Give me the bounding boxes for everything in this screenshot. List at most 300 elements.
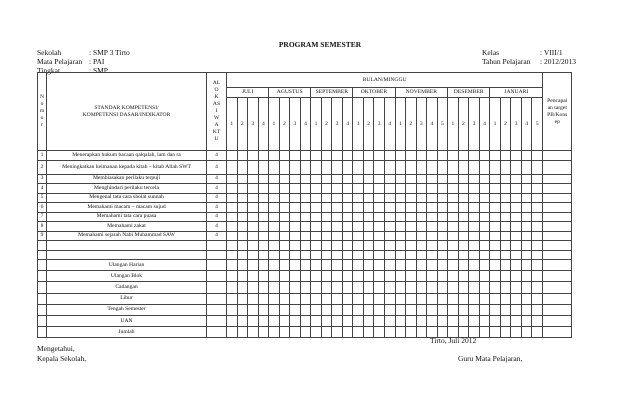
week-cell	[448, 293, 459, 304]
week-cell	[237, 184, 248, 194]
week-cell	[353, 327, 364, 338]
week-cell	[490, 160, 501, 174]
week-cell	[469, 260, 480, 271]
week-cell	[448, 231, 459, 241]
week-cell	[248, 241, 259, 251]
week-cell	[342, 250, 353, 260]
week-cell	[395, 184, 406, 194]
week-cell	[406, 151, 417, 161]
class-info	[482, 48, 576, 66]
week-cell	[448, 174, 459, 184]
week-cell	[427, 231, 438, 241]
week-cell	[458, 315, 469, 326]
row-hours	[207, 241, 227, 251]
week-cell	[300, 250, 311, 260]
week-cell	[248, 231, 259, 241]
week-cell	[406, 193, 417, 203]
week-cell	[406, 222, 417, 232]
week-cell	[258, 260, 269, 271]
week-cell	[300, 304, 311, 315]
week-cell	[416, 151, 427, 161]
extra-row-label: Ulangan Blok	[47, 271, 207, 282]
week-cell	[384, 315, 395, 326]
week-cell	[469, 241, 480, 251]
week-cell	[332, 222, 343, 232]
competency-header-line: STANDAR KOMPETENSI/	[94, 104, 159, 111]
achievement-cell	[543, 315, 572, 326]
achievement-cell	[543, 212, 572, 222]
week-cell	[300, 293, 311, 304]
achievement-cell	[543, 250, 572, 260]
week-cell	[521, 212, 532, 222]
week-cell	[321, 304, 332, 315]
info-label: Mata Pelajaran	[37, 57, 83, 66]
info-label: Tingkat	[37, 66, 61, 75]
week-cell	[406, 203, 417, 213]
week-cell	[290, 160, 301, 174]
week-cell	[342, 241, 353, 251]
week-cell	[500, 222, 511, 232]
week-cell	[448, 304, 459, 315]
week-cell	[521, 222, 532, 232]
week-cell	[311, 282, 322, 293]
week-cell	[258, 174, 269, 184]
week-cell	[469, 151, 480, 161]
week-number: 2	[237, 98, 248, 151]
week-cell	[363, 250, 374, 260]
week-cell	[521, 203, 532, 213]
week-cell	[384, 184, 395, 194]
row-hours: 4	[207, 212, 227, 222]
week-cell	[311, 293, 322, 304]
week-cell	[342, 174, 353, 184]
info-label: Sekolah	[37, 48, 62, 57]
allocation-header-line: AS	[212, 101, 221, 107]
week-number: 1	[269, 98, 280, 151]
week-cell	[458, 293, 469, 304]
row-number: 6	[38, 203, 47, 213]
week-cell	[521, 231, 532, 241]
week-cell	[521, 193, 532, 203]
row-hours	[207, 282, 227, 293]
week-cell	[490, 193, 501, 203]
week-cell	[427, 160, 438, 174]
week-cell	[248, 222, 259, 232]
achievement-cell	[543, 160, 572, 174]
week-cell	[427, 282, 438, 293]
week-cell	[342, 304, 353, 315]
week-cell	[469, 184, 480, 194]
week-cell	[427, 184, 438, 194]
row-hours	[207, 304, 227, 315]
week-cell	[479, 231, 490, 241]
allocation-header-line: AL	[212, 80, 221, 86]
week-cell	[311, 174, 322, 184]
week-cell	[248, 151, 259, 161]
week-cell	[511, 293, 522, 304]
week-cell	[521, 315, 532, 326]
week-cell	[258, 222, 269, 232]
week-cell	[332, 160, 343, 174]
week-cell	[458, 160, 469, 174]
week-cell	[406, 260, 417, 271]
week-cell	[437, 293, 448, 304]
week-cell	[311, 327, 322, 338]
achievement-cell	[543, 184, 572, 194]
week-cell	[363, 315, 374, 326]
week-cell	[521, 174, 532, 184]
week-cell	[469, 282, 480, 293]
week-cell	[332, 151, 343, 161]
week-cell	[427, 260, 438, 271]
week-cell	[332, 304, 343, 315]
week-cell	[342, 260, 353, 271]
week-cell	[363, 151, 374, 161]
week-cell	[479, 222, 490, 232]
week-cell	[458, 222, 469, 232]
week-cell	[469, 293, 480, 304]
week-cell	[458, 151, 469, 161]
achievement-cell	[543, 193, 572, 203]
week-cell	[374, 327, 385, 338]
week-cell	[269, 271, 280, 282]
week-cell	[437, 203, 448, 213]
week-cell	[521, 327, 532, 338]
week-cell	[300, 222, 311, 232]
week-cell	[395, 315, 406, 326]
week-cell	[321, 174, 332, 184]
week-cell	[290, 203, 301, 213]
no-header-line: o	[40, 101, 44, 107]
week-cell	[395, 293, 406, 304]
week-cell	[353, 293, 364, 304]
week-cell	[490, 282, 501, 293]
week-cell	[416, 271, 427, 282]
week-cell	[237, 241, 248, 251]
week-cell	[311, 160, 322, 174]
table-row	[38, 184, 572, 194]
week-cell	[321, 260, 332, 271]
week-cell	[437, 231, 448, 241]
week-cell	[406, 282, 417, 293]
week-cell	[363, 222, 374, 232]
week-cell	[300, 151, 311, 161]
blank-row	[38, 241, 572, 251]
week-cell	[342, 151, 353, 161]
week-cell	[311, 260, 322, 271]
week-cell	[269, 304, 280, 315]
week-cell	[258, 203, 269, 213]
achievement-header-line: an target	[547, 104, 567, 111]
week-cell	[374, 231, 385, 241]
week-cell	[511, 315, 522, 326]
competency-text: Memahami zakat	[47, 222, 207, 232]
week-cell	[458, 231, 469, 241]
week-cell	[416, 193, 427, 203]
week-number: 5	[532, 98, 543, 151]
week-cell	[258, 241, 269, 251]
week-cell	[227, 271, 238, 282]
week-cell	[332, 212, 343, 222]
week-cell	[290, 250, 301, 260]
week-cell	[237, 293, 248, 304]
week-cell	[500, 315, 511, 326]
week-cell	[384, 160, 395, 174]
week-cell	[427, 241, 438, 251]
week-cell	[279, 174, 290, 184]
week-cell	[248, 184, 259, 194]
row-hours: 4	[207, 174, 227, 184]
week-cell	[374, 203, 385, 213]
week-cell	[300, 203, 311, 213]
week-cell	[521, 184, 532, 194]
week-cell	[395, 327, 406, 338]
week-cell	[332, 327, 343, 338]
week-cell	[300, 260, 311, 271]
competency-text	[47, 241, 207, 251]
info-value: : SMP 3 Tirto	[89, 48, 130, 57]
week-cell	[248, 193, 259, 203]
row-number	[38, 282, 47, 293]
extra-row	[38, 282, 572, 293]
extra-row-label: Ulangan Harian	[47, 260, 207, 271]
week-cell	[353, 250, 364, 260]
week-cell	[521, 293, 532, 304]
week-cell	[427, 174, 438, 184]
week-cell	[511, 222, 522, 232]
week-cell	[227, 184, 238, 194]
week-cell	[521, 241, 532, 251]
week-cell	[384, 231, 395, 241]
week-cell	[290, 184, 301, 194]
week-cell	[363, 282, 374, 293]
header-row-top	[38, 73, 572, 88]
total-label: Jumlah	[47, 327, 207, 338]
week-cell	[332, 282, 343, 293]
week-cell	[290, 327, 301, 338]
week-cell	[248, 304, 259, 315]
week-number: 4	[427, 98, 438, 151]
week-number: 3	[374, 98, 385, 151]
week-cell	[311, 231, 322, 241]
week-number: 2	[458, 98, 469, 151]
week-cell	[395, 193, 406, 203]
week-cell	[406, 293, 417, 304]
week-cell	[311, 203, 322, 213]
week-cell	[448, 315, 459, 326]
week-cell	[279, 271, 290, 282]
table-row	[38, 193, 572, 203]
extra-row-label: Cadangan	[47, 282, 207, 293]
row-number: 4	[38, 184, 47, 194]
week-cell	[363, 293, 374, 304]
week-cell	[321, 193, 332, 203]
week-cell	[469, 222, 480, 232]
table-row	[38, 151, 572, 161]
blank-row	[38, 250, 572, 260]
week-cell	[374, 193, 385, 203]
week-cell	[353, 241, 364, 251]
week-cell	[258, 193, 269, 203]
extra-row	[38, 315, 572, 326]
week-cell	[416, 282, 427, 293]
week-cell	[437, 271, 448, 282]
week-number: 3	[248, 98, 259, 151]
week-cell	[511, 160, 522, 174]
week-cell	[521, 250, 532, 260]
week-cell	[321, 151, 332, 161]
week-cell	[437, 160, 448, 174]
week-cell	[279, 231, 290, 241]
week-cell	[490, 260, 501, 271]
week-cell	[406, 174, 417, 184]
achievement-cell	[543, 151, 572, 161]
week-number: 2	[279, 98, 290, 151]
week-cell	[311, 222, 322, 232]
week-cell	[532, 222, 543, 232]
week-cell	[448, 203, 459, 213]
week-cell	[269, 231, 280, 241]
allocation-header-line: O	[214, 87, 219, 93]
week-cell	[374, 304, 385, 315]
week-cell	[500, 184, 511, 194]
week-cell	[363, 241, 374, 251]
week-cell	[532, 271, 543, 282]
week-cell	[406, 212, 417, 222]
week-number: 2	[363, 98, 374, 151]
week-cell	[248, 315, 259, 326]
week-cell	[448, 282, 459, 293]
week-cell	[384, 193, 395, 203]
week-cell	[300, 315, 311, 326]
week-cell	[500, 282, 511, 293]
info-label: Kelas	[482, 48, 500, 57]
week-cell	[479, 271, 490, 282]
week-cell	[363, 260, 374, 271]
week-cell	[279, 203, 290, 213]
week-cell	[511, 212, 522, 222]
week-cell	[500, 304, 511, 315]
week-cell	[311, 241, 322, 251]
week-cell	[416, 203, 427, 213]
week-cell	[227, 250, 238, 260]
week-cell	[427, 193, 438, 203]
week-cell	[469, 231, 480, 241]
week-cell	[311, 151, 322, 161]
week-cell	[332, 193, 343, 203]
achievement-cell	[543, 282, 572, 293]
week-number: 4	[521, 98, 532, 151]
page-title: PROGRAM SEMESTER	[278, 40, 362, 49]
row-hours	[207, 271, 227, 282]
week-cell	[395, 174, 406, 184]
week-cell	[227, 315, 238, 326]
week-cell	[384, 151, 395, 161]
week-cell	[321, 241, 332, 251]
extra-row	[38, 293, 572, 304]
row-number	[38, 260, 47, 271]
week-cell	[279, 327, 290, 338]
week-cell	[500, 260, 511, 271]
allocation-header	[207, 73, 227, 151]
week-cell	[374, 160, 385, 174]
week-number: 4	[258, 98, 269, 151]
week-cell	[416, 260, 427, 271]
week-cell	[490, 271, 501, 282]
week-cell	[511, 193, 522, 203]
week-cell	[395, 203, 406, 213]
week-cell	[490, 315, 501, 326]
row-number	[38, 271, 47, 282]
row-hours: 4	[207, 193, 227, 203]
week-cell	[416, 304, 427, 315]
week-cell	[395, 151, 406, 161]
week-cell	[300, 327, 311, 338]
week-cell	[332, 260, 343, 271]
week-cell	[290, 212, 301, 222]
week-cell	[416, 212, 427, 222]
week-cell	[395, 222, 406, 232]
no-header-line: m	[39, 108, 45, 114]
week-cell	[479, 260, 490, 271]
week-number: 4	[300, 98, 311, 151]
week-cell	[353, 193, 364, 203]
week-cell	[279, 293, 290, 304]
month-header: OKTOBER	[353, 88, 395, 98]
week-cell	[269, 282, 280, 293]
week-number: 4	[479, 98, 490, 151]
week-cell	[237, 174, 248, 184]
week-cell	[511, 231, 522, 241]
week-cell	[258, 293, 269, 304]
week-cell	[279, 184, 290, 194]
week-cell	[416, 293, 427, 304]
week-cell	[521, 160, 532, 174]
week-cell	[374, 250, 385, 260]
achievement-cell	[543, 203, 572, 213]
week-cell	[532, 160, 543, 174]
week-cell	[458, 304, 469, 315]
week-cell	[258, 151, 269, 161]
week-cell	[363, 327, 374, 338]
week-cell	[279, 315, 290, 326]
week-cell	[384, 327, 395, 338]
week-cell	[427, 222, 438, 232]
week-cell	[269, 250, 280, 260]
week-cell	[227, 222, 238, 232]
week-cell	[490, 203, 501, 213]
week-cell	[290, 260, 301, 271]
row-hours: 4	[207, 222, 227, 232]
week-cell	[227, 293, 238, 304]
month-header: JULI	[227, 88, 269, 98]
week-number: 2	[321, 98, 332, 151]
achievement-cell	[543, 271, 572, 282]
week-cell	[290, 315, 301, 326]
competency-header-line: KOMPETENSI DASAR/INDIKATOR	[82, 111, 171, 118]
competency-text: Mengenal tata cara sholat sunnah	[47, 193, 207, 203]
week-cell	[353, 315, 364, 326]
week-cell	[374, 260, 385, 271]
place-date: Tirto, Juli 2012	[430, 336, 477, 345]
week-cell	[332, 231, 343, 241]
week-cell	[479, 250, 490, 260]
week-cell	[406, 250, 417, 260]
allocation-header-line: W	[213, 115, 220, 121]
week-cell	[458, 260, 469, 271]
achievement-header	[543, 73, 572, 151]
table-row	[38, 174, 572, 184]
